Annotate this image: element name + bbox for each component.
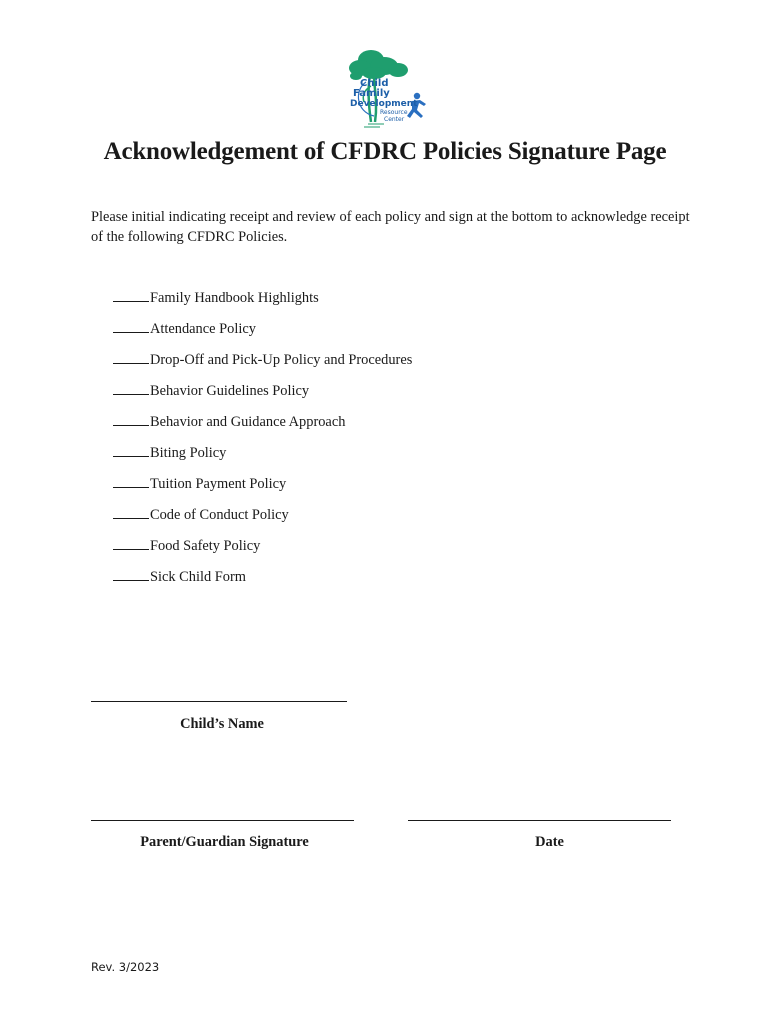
policy-label: Family Handbook Highlights	[150, 290, 319, 306]
date-label: Date	[535, 834, 564, 850]
policy-label: Sick Child Form	[150, 569, 246, 585]
policy-label: Drop-Off and Pick-Up Policy and Procedures	[150, 352, 413, 368]
page-title: Acknowledgement of CFDRC Policies Signature Page	[103, 138, 667, 165]
logo-text-center: Center	[384, 116, 405, 123]
logo-text-resource: Resource	[380, 109, 408, 116]
child-name-line[interactable]	[91, 701, 347, 702]
policy-label: Code of Conduct Policy	[150, 507, 289, 523]
policy-item	[113, 504, 412, 535]
initial-blank[interactable]	[113, 473, 149, 488]
policy-label: Tuition Payment Policy	[150, 476, 287, 492]
policy-label: Food Safety Policy	[150, 538, 261, 554]
policy-label: Behavior Guidelines Policy	[150, 383, 310, 399]
policy-item	[113, 535, 412, 566]
date-line[interactable]	[408, 820, 671, 821]
policy-item	[113, 411, 412, 442]
policy-label: Behavior and Guidance Approach	[150, 414, 346, 430]
policy-label: Attendance Policy	[150, 321, 256, 337]
policy-item	[113, 473, 412, 504]
policy-list	[113, 287, 412, 597]
revision-note: Rev. 3/2023	[91, 960, 160, 974]
initial-blank[interactable]	[113, 318, 149, 333]
policy-item	[113, 442, 412, 473]
logo-text-development: Development	[350, 99, 418, 109]
logo-text-family: Family	[353, 88, 390, 99]
intro-paragraph: Please initial indicating receipt and review of each policy and sign at the bottom to acknowledge receipt of the following CFDRC Policies.	[91, 209, 690, 245]
cfdrc-logo	[344, 46, 436, 132]
initial-blank[interactable]	[113, 504, 149, 519]
initial-blank[interactable]	[113, 411, 149, 426]
initial-blank[interactable]	[113, 535, 149, 550]
policy-label: Biting Policy	[150, 445, 227, 461]
child-name-label: Child’s Name	[180, 716, 264, 732]
logo-text-child: Child	[360, 78, 389, 89]
initial-blank[interactable]	[113, 349, 149, 364]
initial-blank[interactable]	[113, 380, 149, 395]
initial-blank[interactable]	[113, 442, 149, 457]
initial-blank[interactable]	[113, 566, 149, 581]
policy-item	[113, 318, 412, 349]
initial-blank[interactable]	[113, 287, 149, 302]
policy-item	[113, 287, 412, 318]
parent-signature-label: Parent/Guardian Signature	[140, 834, 309, 850]
policy-item	[113, 349, 412, 380]
policy-item	[113, 380, 412, 411]
parent-signature-line[interactable]	[91, 820, 354, 821]
policy-item	[113, 566, 412, 597]
